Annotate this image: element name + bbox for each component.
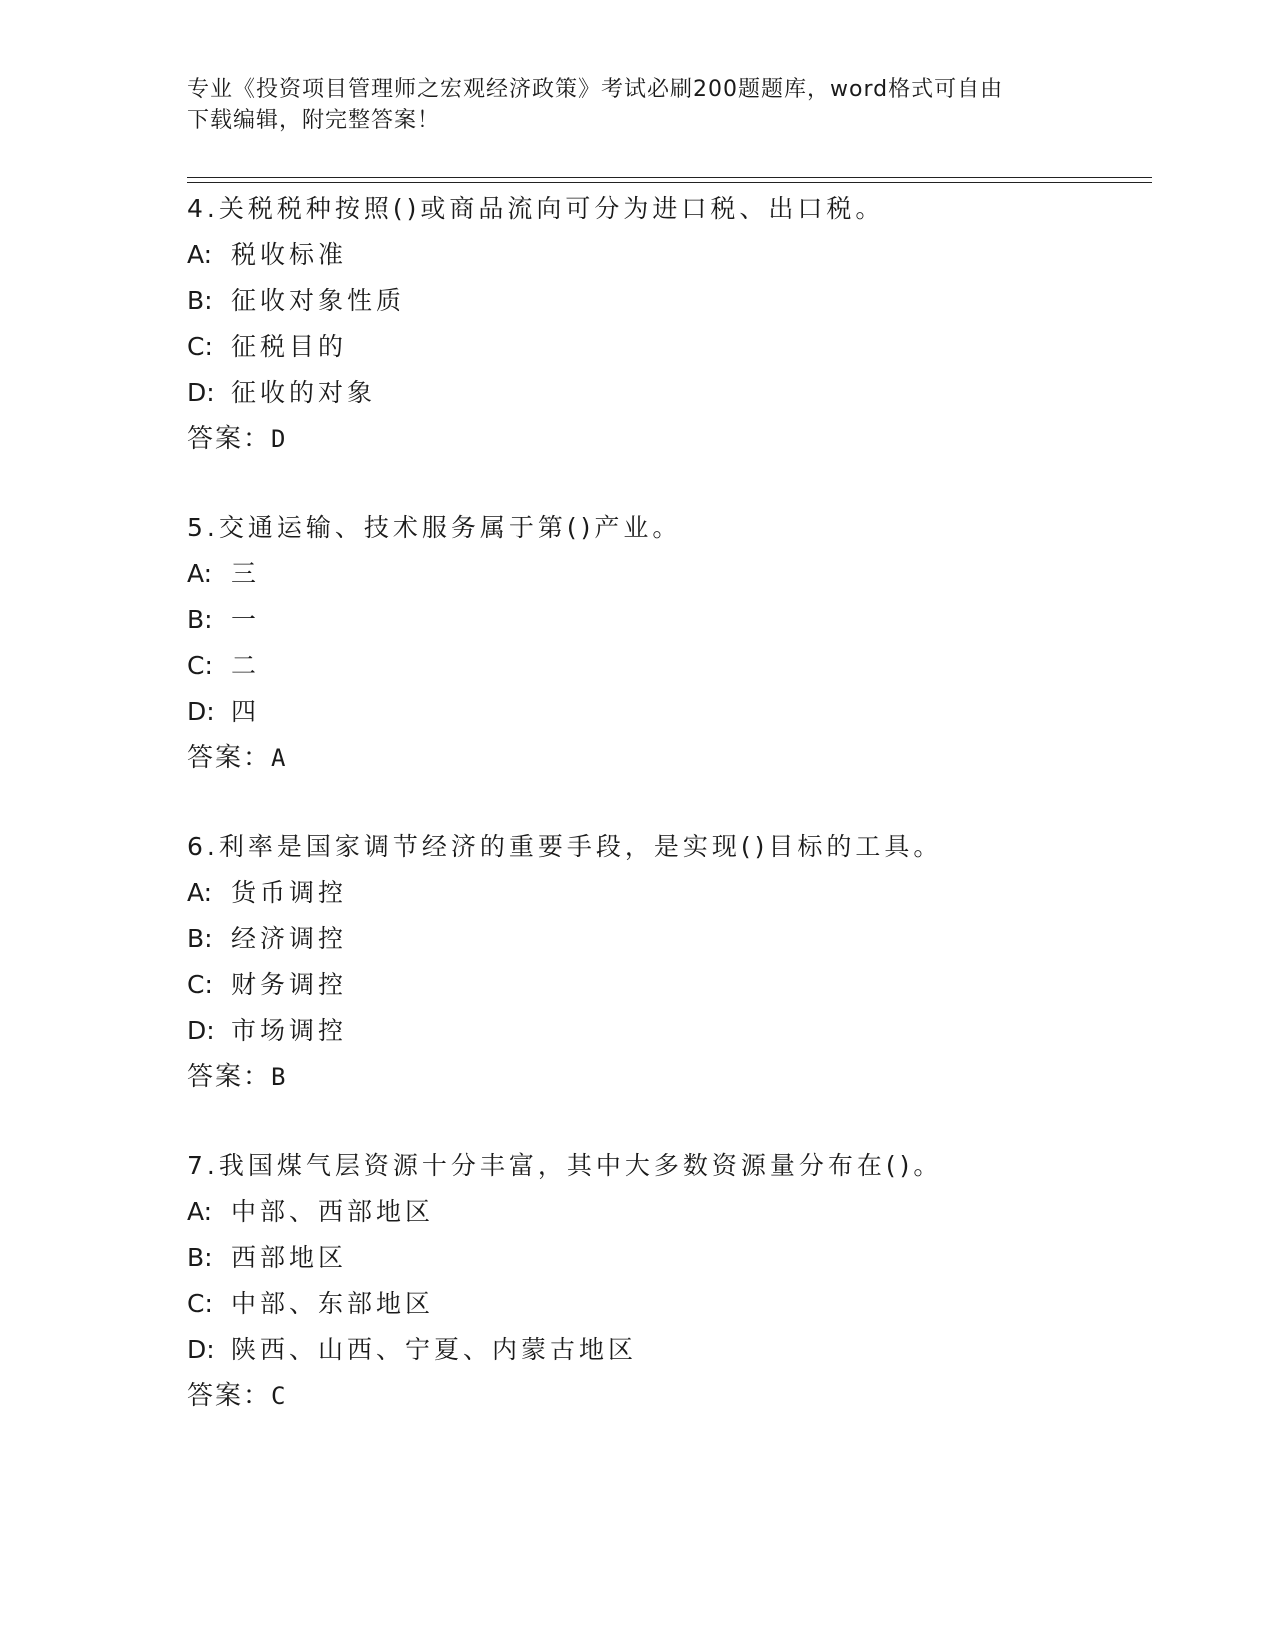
answer-label: 答案： <box>187 1381 272 1411</box>
option-d <box>187 370 1147 416</box>
option-letter: A: <box>187 559 213 588</box>
answer-value: A <box>271 744 286 772</box>
option-letter: B: <box>187 1243 213 1272</box>
option-letter: B: <box>187 286 213 315</box>
question-stem: 4.关税税种按照()或商品流向可分为进口税、出口税。 <box>187 194 885 223</box>
option-a <box>187 551 1147 597</box>
option-text: 征收对象性质 <box>231 286 406 315</box>
option-text: 货币调控 <box>231 878 348 907</box>
answer-line <box>187 416 1147 462</box>
option-text: 三 <box>231 559 261 588</box>
option-text: 税收标准 <box>231 240 348 269</box>
question-6 <box>187 824 1147 1100</box>
option-text: 经济调控 <box>231 924 348 953</box>
option-letter: D: <box>187 1016 215 1045</box>
option-text: 征税目的 <box>231 332 348 361</box>
option-a <box>187 1189 1147 1235</box>
option-letter: A: <box>187 878 213 907</box>
option-letter: C: <box>187 332 213 361</box>
option-c <box>187 962 1147 1008</box>
question-4 <box>187 186 1147 462</box>
option-c <box>187 1281 1147 1327</box>
answer-line <box>187 1373 1147 1419</box>
header-line-2: 下载编辑，附完整答案！ <box>187 108 441 133</box>
question-7 <box>187 1143 1147 1419</box>
option-letter: B: <box>187 605 213 634</box>
option-text: 市场调控 <box>231 1016 348 1045</box>
option-text: 一 <box>231 605 261 634</box>
option-d <box>187 1008 1147 1054</box>
option-letter: C: <box>187 1289 213 1318</box>
option-letter: D: <box>187 1335 215 1364</box>
question-stem: 5.交通运输、技术服务属于第()产业。 <box>187 513 682 542</box>
option-b <box>187 278 1147 324</box>
question-stem: 6.利率是国家调节经济的重要手段，是实现()目标的工具。 <box>187 832 943 861</box>
answer-value: D <box>271 425 286 453</box>
answer-label: 答案： <box>187 1062 272 1092</box>
option-c <box>187 324 1147 370</box>
header-line-1: 专业《投资项目管理师之宏观经济政策》考试必刷200题题库，word格式可自由 <box>187 77 1004 102</box>
option-text: 财务调控 <box>231 970 348 999</box>
option-b <box>187 1235 1147 1281</box>
answer-value: C <box>271 1382 286 1410</box>
document-header <box>187 74 1087 136</box>
answer-line <box>187 1054 1147 1100</box>
answer-label: 答案： <box>187 743 272 773</box>
option-text: 四 <box>231 697 261 726</box>
answer-line <box>187 735 1147 781</box>
option-letter: B: <box>187 924 213 953</box>
option-letter: C: <box>187 970 213 999</box>
question-5 <box>187 505 1147 781</box>
option-a <box>187 870 1147 916</box>
answer-label: 答案： <box>187 424 272 454</box>
option-letter: D: <box>187 378 215 407</box>
option-letter: C: <box>187 651 213 680</box>
option-text: 二 <box>231 651 261 680</box>
option-b <box>187 597 1147 643</box>
option-c <box>187 643 1147 689</box>
option-d <box>187 1327 1147 1373</box>
question-stem: 7.我国煤气层资源十分丰富，其中大多数资源量分布在()。 <box>187 1151 943 1180</box>
header-divider-top <box>187 177 1152 178</box>
option-letter: A: <box>187 240 213 269</box>
option-d <box>187 689 1147 735</box>
option-letter: A: <box>187 1197 213 1226</box>
header-divider-bottom <box>187 182 1152 183</box>
option-text: 中部、西部地区 <box>231 1197 435 1226</box>
answer-value: B <box>271 1063 286 1091</box>
option-text: 中部、东部地区 <box>231 1289 435 1318</box>
option-text: 西部地区 <box>231 1243 348 1272</box>
option-a <box>187 232 1147 278</box>
option-text: 征收的对象 <box>231 378 377 407</box>
option-b <box>187 916 1147 962</box>
option-text: 陕西、山西、宁夏、内蒙古地区 <box>231 1335 638 1364</box>
option-letter: D: <box>187 697 215 726</box>
